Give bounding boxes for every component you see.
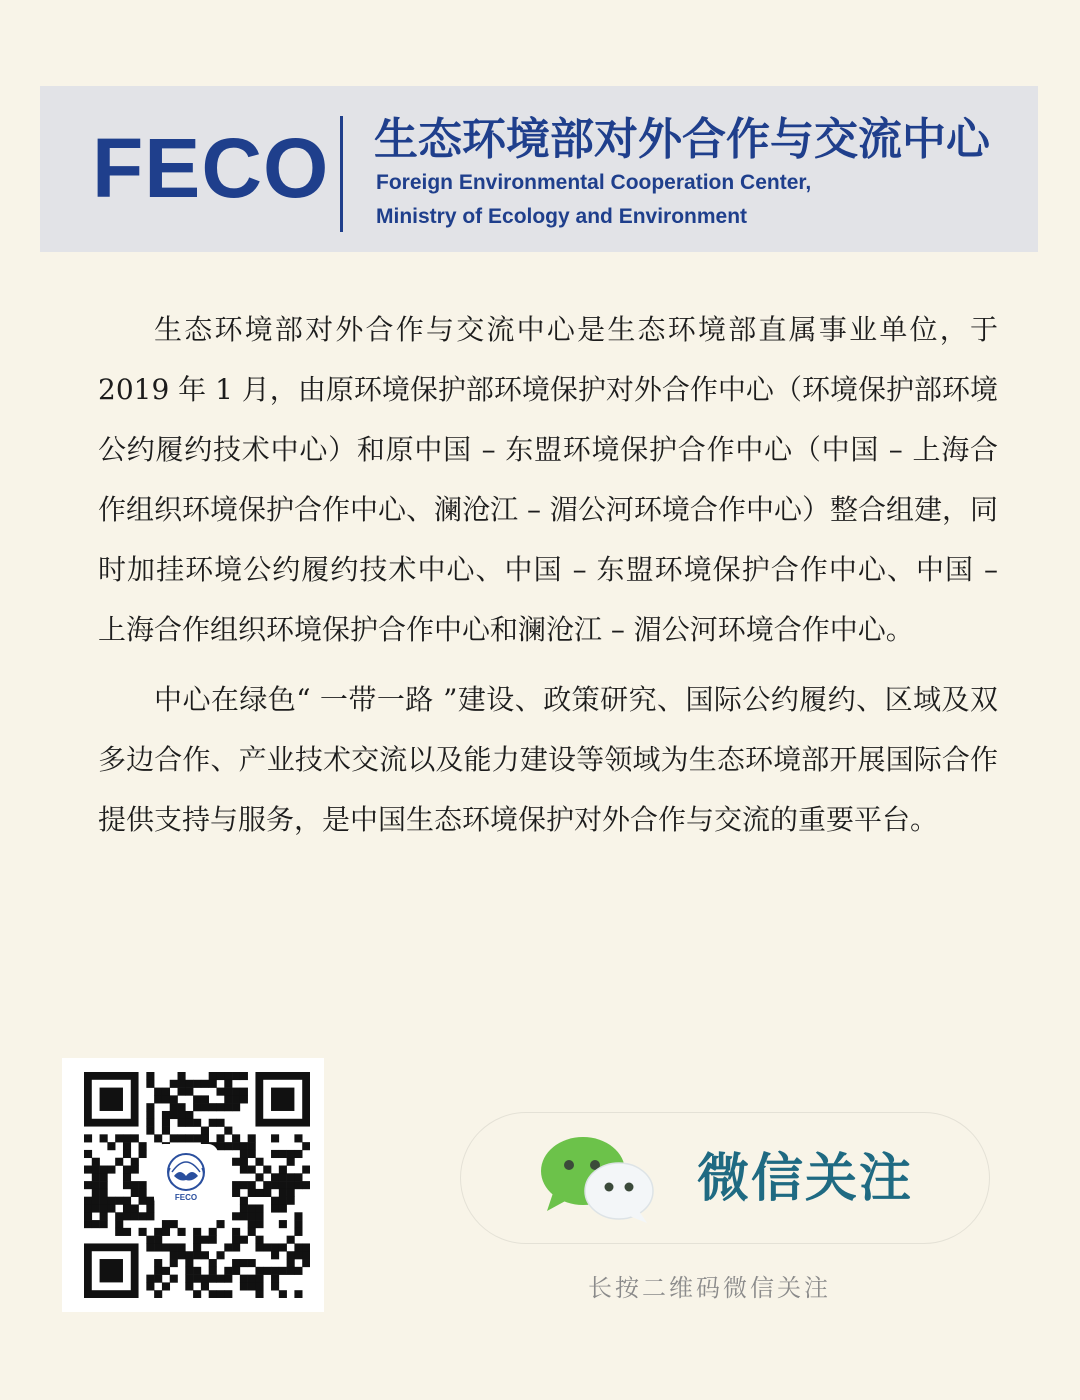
header-divider	[340, 116, 343, 232]
intro-paragraph-1: 生态环境部对外合作与交流中心是生态环境部直属事业单位，于 2019 年 1 月，由原环境保护部环境保护对外合作中心（环境保护部环境公约履约技术中心）和原中国 – 东盟环境保护合作中心（中国 – 上海合作组织环境保护合作中心、澜沧江 – 湄公河环境合作中心）整合组建，同时加挂环境公约履约技术中心、中国 – 东盟环境保护合作中心、中国 – 上海合作组织环境保护合作中心和澜沧江 – 湄公河环境合作中心。	[98, 313, 998, 646]
intro-paragraph-2: 中心在绿色“ 一带一路 ”建设、政策研究、国际公约履约、区域及双多边合作、产业技术交流以及能力建设等领域为生态环境部开展国际合作提供支持与服务，是中国生态环境保护对外合作与交流的重要平台。	[98, 683, 998, 836]
emblem-label: FECO	[174, 1193, 198, 1202]
feco-emblem-icon	[154, 1144, 218, 1208]
qr-code-panel[interactable]	[62, 1058, 324, 1312]
org-name-chinese: 生态环境部对外合作与交流中心	[374, 114, 990, 165]
follow-label: 微信关注	[697, 1149, 914, 1209]
wechat-follow-button[interactable]	[460, 1112, 990, 1244]
org-name-english-line2: Ministry of Ecology and Environment	[376, 205, 748, 228]
wechat-icon	[539, 1135, 655, 1223]
feco-logo: FECO	[92, 121, 330, 215]
follow-hint: 长按二维码微信关注	[588, 1274, 831, 1302]
org-name-english-line1: Foreign Environmental Cooperation Center,	[376, 171, 812, 194]
intro-text	[98, 300, 998, 860]
header-banner	[40, 86, 1038, 252]
